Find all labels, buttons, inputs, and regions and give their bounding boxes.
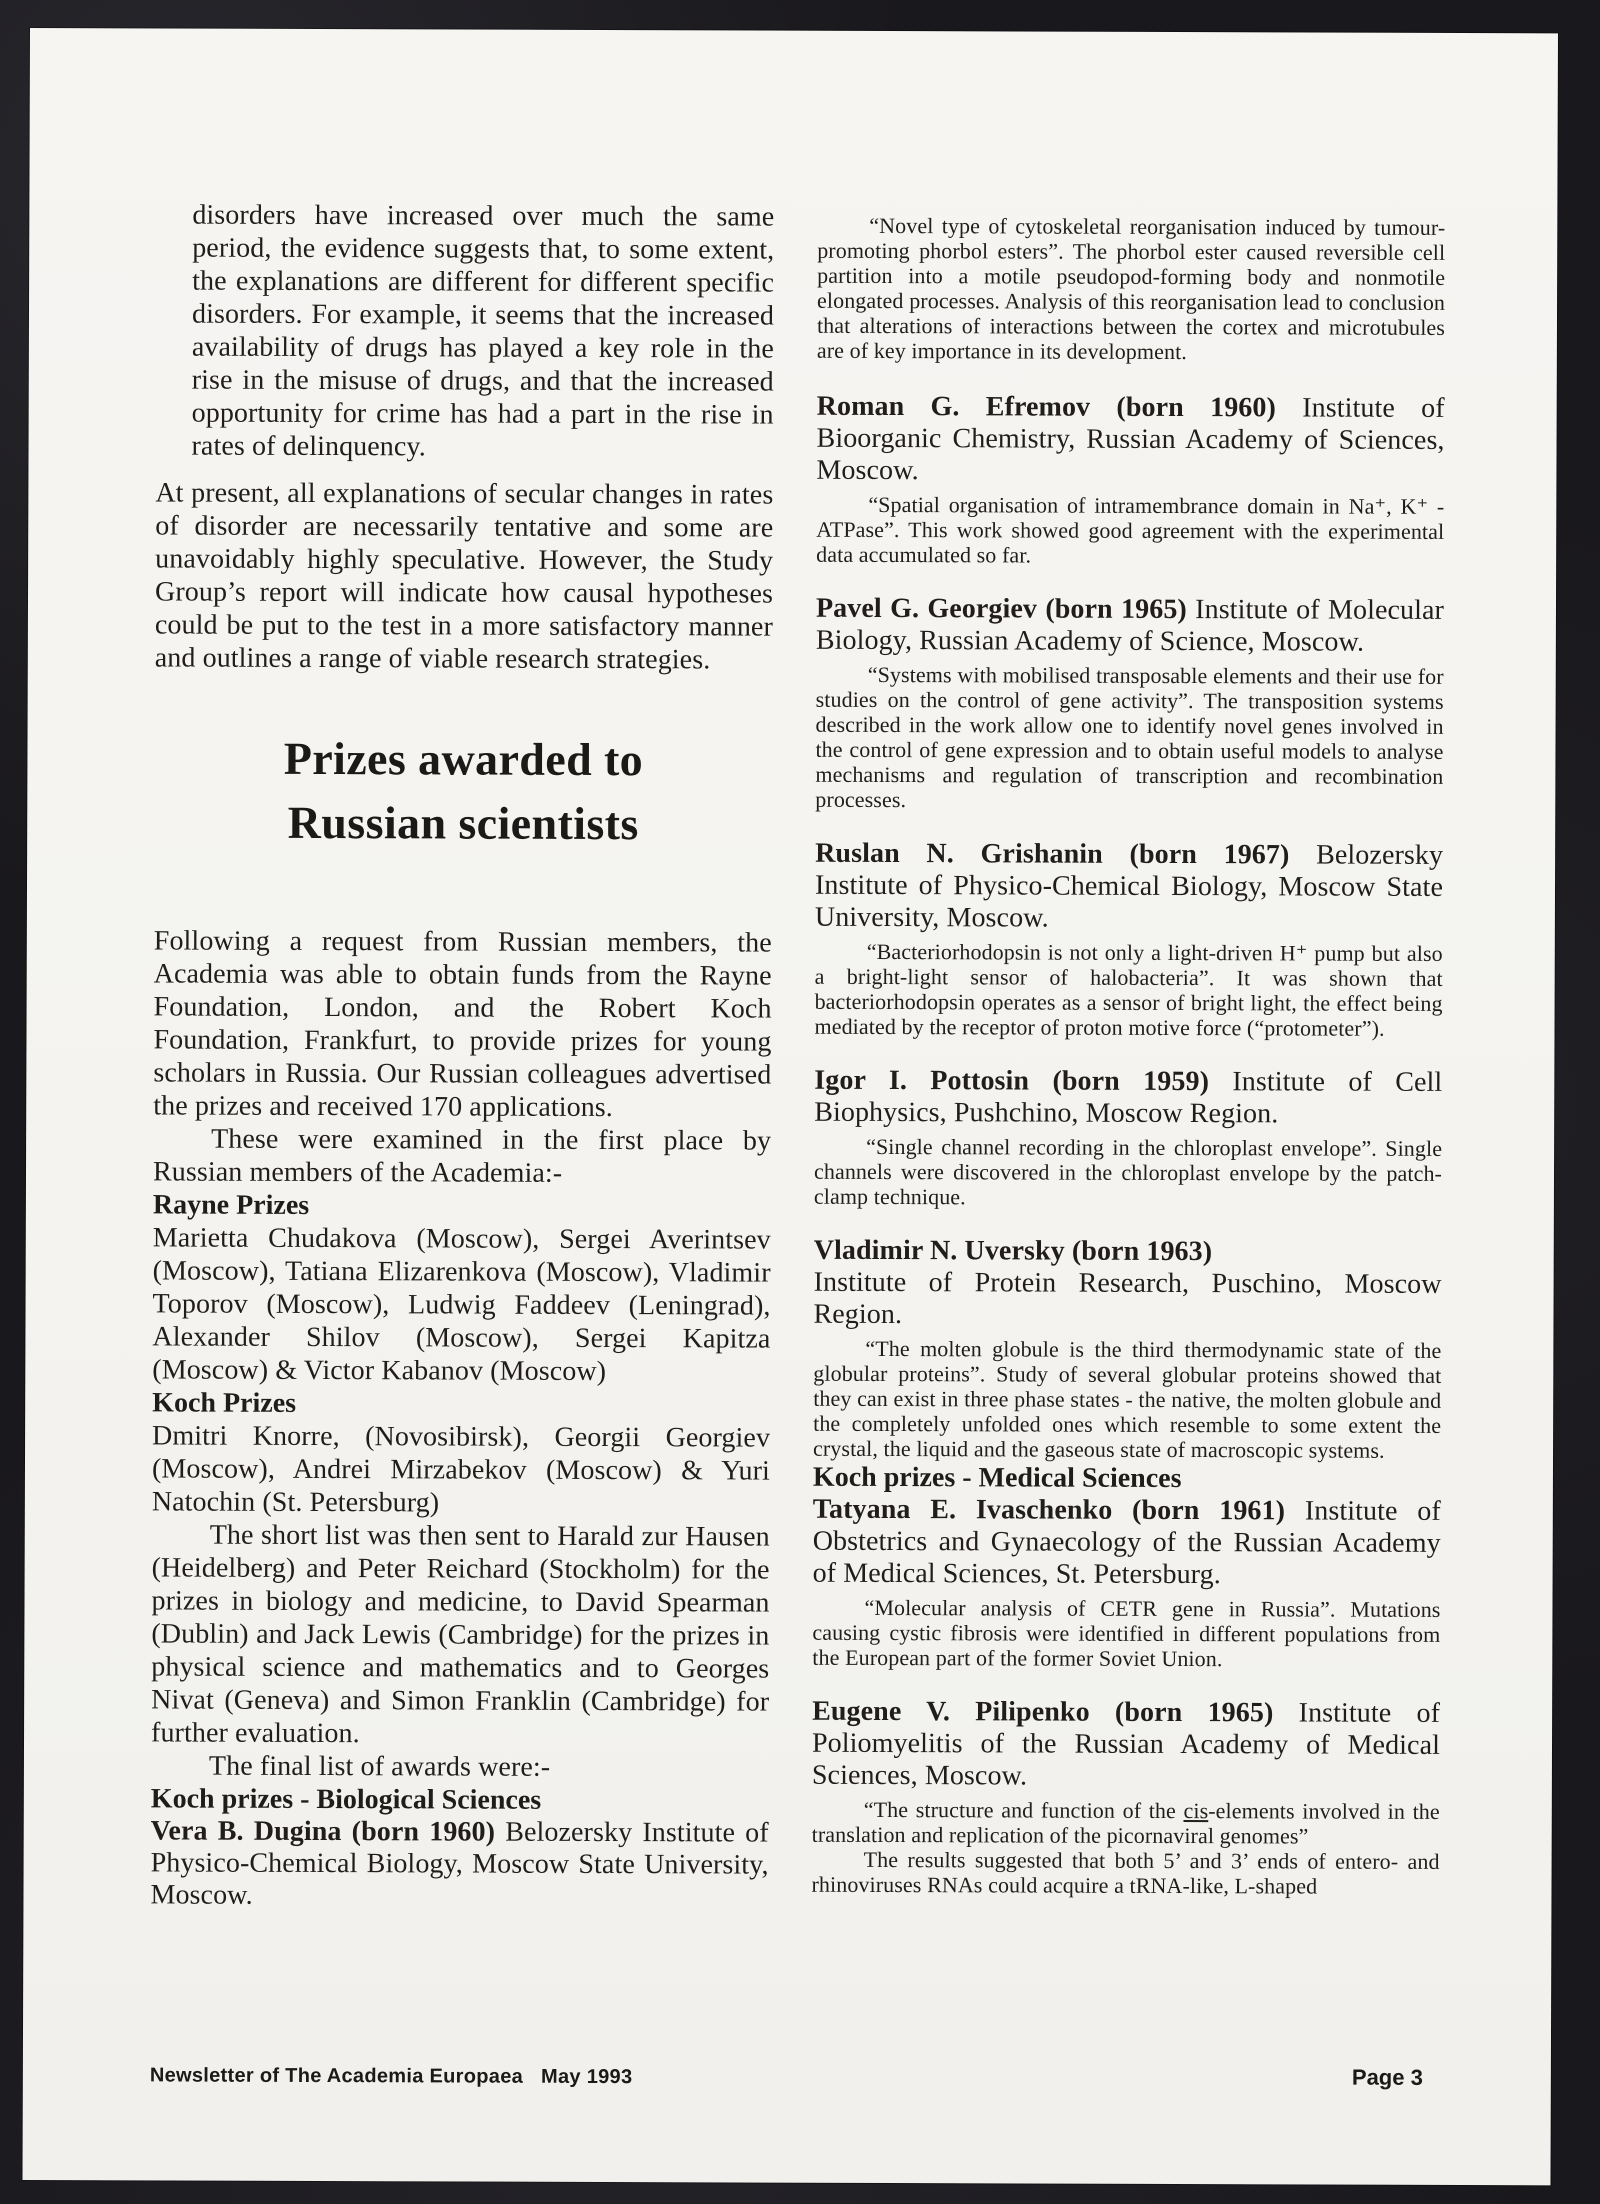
award-entry-pottosin (814, 1065, 1442, 1211)
award-entry-uversky (813, 1235, 1442, 1463)
footer-date: May 1993 (541, 2065, 633, 2089)
awardee-line (813, 1494, 1441, 1592)
paragraph-examined: These were examined in the first place by Russian members of the Academia:- (152, 1123, 772, 1189)
awardee-line (812, 1696, 1440, 1794)
awardee-name: Roman G. Efremov (born 1960) (816, 390, 1277, 424)
awardee-line (815, 838, 1443, 936)
awardee-affiliation: Institute of Molecular Biology, Russian Academy of Science, Moscow. (815, 594, 1445, 658)
awardee-name: Eugene V. Pilipenko (born 1965) (812, 1695, 1274, 1729)
footer-publication (150, 2064, 633, 2089)
article-title-line2: Russian scientists (287, 796, 639, 850)
paragraph-following-request: Following a request from Russian members, the Academia was able to obtain funds from the Rayne Foundation, London, and the Robert Koch Foundation, Frankfurt, to provide prizes for young scholars in Russia. Our Russian colleagues advertised the prizes and received 170 applications. (153, 925, 772, 1124)
awardee-name: Vladimir N. Uversky (born 1963) (813, 1234, 1213, 1268)
awardee-name: Pavel G. Georgiev (born 1965) (815, 592, 1187, 626)
awardee-line (813, 1235, 1441, 1333)
awardee-citation-results: The results suggested that both 5’ and 3’ ends of entero- and rhinoviruses RNAs could acquire a tRNA-like, L-shaped (811, 1846, 1440, 1899)
awardee-affiliation: Institute of Protein Research, Puschino, Moscow Region. (813, 1266, 1442, 1331)
award-entry-pilipenko (811, 1696, 1440, 1899)
awardee-line (816, 593, 1444, 659)
award-entry-dugina (150, 1815, 768, 1913)
awardee-line (150, 1815, 768, 1913)
article-title-line1: Prizes awarded to (283, 732, 644, 786)
awardee-affiliation: Belozersky Institute of Physico-Chemical Biology, Moscow State University, Moscow. (814, 839, 1444, 934)
koch-prizes-names: Dmitri Knorre, (Novosibirsk), Georgii Georgiev (Moscow), Andrei Mirzabekov (Moscow) & Yuri Natochin (St. Petersburg) (151, 1420, 771, 1519)
award-entry-ivaschenko (812, 1494, 1441, 1672)
koch-medical-sciences-header: Koch prizes - Medical Sciences (812, 1461, 1182, 1495)
award-entry-grishanin (814, 838, 1443, 1041)
awardee-affiliation: Institute of Bioorganic Chemistry, Russian Academy of Sciences, Moscow. (816, 392, 1445, 487)
footer-publication-title: Newsletter of The Academia Europaea (149, 2064, 524, 2088)
awardee-citation: “The molten globule is the third thermodynamic state of the globular proteins”. Study of several globular proteins showed that they can exist in three phase states - the native, the molten globule and the completely unfolded ones which resemble to some extent the crystal, the liquid and the gaseous state of macroscopic systems. (813, 1335, 1442, 1463)
awardee-line (816, 391, 1444, 489)
awardee-affiliation: Institute of Obstetrics and Gynaecology of the Russian Academy of Medical Sciences, St. Petersburg. (812, 1495, 1441, 1591)
awardee-line (814, 1065, 1442, 1131)
awardee-name: Tatyana E. Ivaschenko (born 1961) (812, 1493, 1286, 1527)
rayne-prizes-header: Rayne Prizes (152, 1189, 310, 1221)
awardee-citation: “Bacteriorhodopsin is not only a light-driven H⁺ pump but also a bright-light sensor of halobacteria”. It was shown that bacteriorhodopsin operates as a sensor of bright light, the effect being mediated by the receptor of proton motive force (“protometer”). (814, 938, 1443, 1041)
quote-cytoskeletal: “Novel type of cytoskeletal reorganisation induced by tumour-promoting phorbol esters”. The phorbol ester caused reversible cell partition into a motile pseudopod-forming body and nonmotile elongated processes. Analysis of this reorganisation lead to conclusion that alterations of interactions between the cortex and microtubules are of key importance in its development. (816, 212, 1446, 365)
awardee-citation: “Single channel recording in the chloroplast envelope”. Single channels were discovered in the chloroplast envelope by the patch-clamp technique. (813, 1133, 1443, 1210)
awardee-citation: “Molecular analysis of CETR gene in Russia”. Mutations causing cystic fibrosis were identified in different populations from the European part of the former Soviet Union. (812, 1594, 1441, 1672)
awardee-affiliation: Institute of Cell Biophysics, Pushchino, Moscow Region. (814, 1066, 1443, 1130)
paragraph-explanations: At present, all explanations of secular changes in rates of disorder are necessarily tentative and some are unavoidably highly speculative. However, the Study Group’s report will indicate how causal hypotheses could be put to the test in a more satisfactory manner and outlines a range of viable research strategies. (154, 477, 774, 676)
koch-biological-sciences-header: Koch prizes - Biological Sciences (150, 1783, 542, 1816)
awardee-citation: “Systems with mobilised transposable elements and their use for studies on the control of gene activity”. The transposition systems described in the work allow one to identify novel genes involved in the control of gene expression and to obtain useful models to analyse mechanisms and regulation of transcription and recombination processes. (815, 661, 1444, 813)
rayne-prizes-names: Marietta Chudakova (Moscow), Sergei Averintsev (Moscow), Tatiana Elizarenkova (Moscow), Vladimir Toporov (Moscow), Ludwig Faddeev (Leningrad), Alexander Shilov (Moscow), Sergei Kapitza (Moscow) & Victor Kabanov (Moscow) (152, 1222, 771, 1388)
awardee-name: Ruslan N. Grishanin (born 1967) (815, 837, 1290, 871)
paragraph-shortlist: The short list was then sent to Harald zur Hausen (Heidelberg) and Peter Reichard (Stockholm) for the prizes in biology and medicine, to David Spearman (Dublin) and Jack Lewis (Cambridge) for the prizes in physical science and mathematics and to Georges Nivat (Geneva) and Simon Franklin (Cambridge) for further evaluation. (150, 1519, 770, 1750)
koch-prizes-header: Koch Prizes (152, 1387, 297, 1419)
left-column (150, 198, 774, 1913)
paragraph-finallist: The final list of awards were:- (208, 1750, 551, 1783)
article-title (154, 726, 772, 856)
newsletter-page (22, 28, 1558, 2185)
awardee-name: Vera B. Dugina (born 1960) (150, 1815, 496, 1848)
awardee-name: Igor I. Pottosin (born 1959) (814, 1064, 1210, 1098)
awardee-citation: “Spatial organisation of intramembrance domain in Na⁺, K⁺ -ATPase”. This work showed good agreement with the experimental data accumulated so far. (816, 491, 1445, 568)
right-column (811, 213, 1445, 1899)
footer-page-number: Page 3 (1351, 2064, 1423, 2090)
awardee-affiliation: Belozersky Institute of Physico-Chemical Biology, Moscow State University, Moscow. (150, 1816, 769, 1911)
awardee-affiliation: Institute of Poliomyelitis of the Russian Academy of Medical Sciences, Moscow. (811, 1697, 1441, 1792)
award-entry-efremov (816, 391, 1445, 569)
paragraph-disorders: disorders have increased over much the same period, the evidence suggests that, to some extent, the explanations are different for different specific disorders. For example, it seems that the increased availability of drugs has played a key role in the rise in the misuse of drugs, and that the increased opportunity for crime has had a part in the rise in rates of delinquency. (191, 199, 775, 463)
awardee-citation: “The structure and function of the cis-elements involved in the translation and replication of the picornaviral genomes” (811, 1796, 1440, 1849)
award-entry-georgiev (815, 593, 1444, 814)
